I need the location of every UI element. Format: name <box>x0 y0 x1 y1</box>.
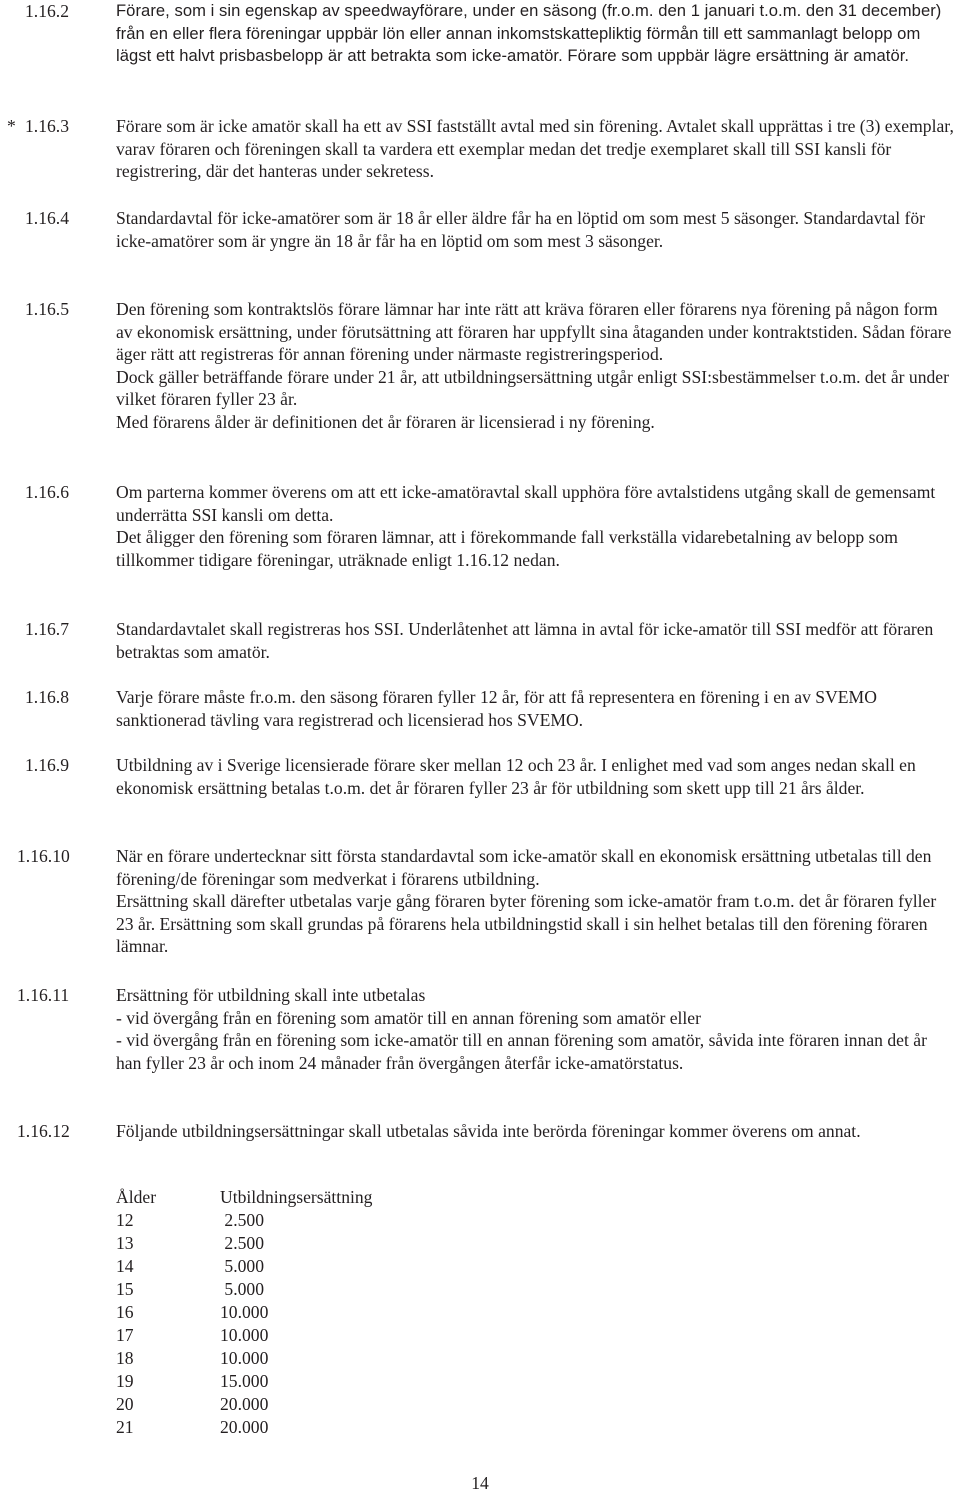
table-row <box>116 1324 440 1347</box>
amount-cell: 20.000 <box>220 1394 269 1414</box>
section-number: 1.16.12 <box>17 1121 70 1141</box>
age-cell: 15 <box>116 1279 134 1299</box>
section-paragraph: Standardavtalet skall registreras hos SSI. Underlåtenhet att lämna in avtal för icke-amatör till SSI medför att föraren betraktas som amatör. <box>116 619 934 662</box>
section-paragraph: Standardavtal för icke-amatörer som är 18 år eller äldre får ha en löptid om som mest 5 säsonger. Standardavtal för icke-amatörer som är yngre än 18 år får ha en löptid om som mest 3 säsonger. <box>116 208 926 251</box>
section-body <box>116 298 954 434</box>
section-body <box>116 481 954 571</box>
column-header-age: Ålder <box>116 1187 157 1207</box>
compensation-table <box>116 1186 440 1439</box>
section-paragraph: Ersättning för utbildning skall inte utbetalas <box>116 985 426 1005</box>
change-marker: * <box>7 116 16 136</box>
section-number: 1.16.2 <box>25 1 69 21</box>
section-body <box>116 984 954 1074</box>
section-paragraph: Ersättning skall därefter utbetalas varje gång föraren byter förening som icke-amatör fram t.o.m. det år föraren fyller 23 år. Ersättning som skall grundas på förarens hela utbildningstid skall i sin helhet betalas till den förening föraren lämnar. <box>116 891 937 957</box>
amount-cell: 10.000 <box>220 1325 269 1345</box>
section-number: 1.16.6 <box>25 482 69 502</box>
section-number: 1.16.7 <box>25 619 69 639</box>
amount-cell: 5.000 <box>220 1256 264 1276</box>
section-number: 1.16.9 <box>25 755 69 775</box>
age-cell: 20 <box>116 1394 134 1414</box>
column-header-compensation: Utbildningsersättning <box>220 1187 373 1207</box>
age-cell: 19 <box>116 1371 134 1391</box>
section-paragraph: - vid övergång från en förening som icke-amatör till en annan förening som amatör, såvida inte föraren innan det år han fyller 23 år och inom 24 månader från övergången återfår icke-amatörstatus. <box>116 1030 927 1073</box>
age-cell: 16 <box>116 1302 134 1322</box>
section-body <box>116 1120 954 1143</box>
section-paragraph: Med förarens ålder är definitionen det år föraren är licensierad i ny förening. <box>116 411 655 432</box>
table-row <box>116 1232 440 1255</box>
section-number: 1.16.4 <box>25 208 69 228</box>
section-body <box>116 0 954 68</box>
section-body <box>116 754 954 799</box>
table-row <box>116 1416 440 1439</box>
table-row <box>116 1301 440 1324</box>
section-number: 1.16.3 <box>25 116 69 136</box>
table-row <box>116 1278 440 1301</box>
table-row <box>116 1393 440 1416</box>
age-cell: 17 <box>116 1325 134 1345</box>
amount-cell: 10.000 <box>220 1302 269 1322</box>
section-number: 1.16.5 <box>25 299 69 319</box>
amount-cell: 2.500 <box>220 1210 264 1230</box>
amount-cell: 15.000 <box>220 1371 269 1391</box>
section-body <box>116 686 954 731</box>
section-paragraph: Förare som är icke amatör skall ha ett av SSI fastställt avtal med sin förening. Avtalet skall upprättas i tre (3) exemplar, varav föraren och föreningen skall ta vardera ett exemplar medan det tredje exemplaret skall till SSI kansli för registrering, där det hanteras under sekretess. <box>116 116 954 182</box>
table-row <box>116 1255 440 1278</box>
section-paragraph: Förare, som i sin egenskap av speedwayförare, under en säsong (fr.o.m. den 1 januari t.o.m. den 31 december) från en eller flera föreningar uppbär lön eller annan inkomstskattepliktig förmån till ett sammanlagt belopp om lägst ett halvt prisbasbelopp är att betrakta som icke-amatör. Förare som uppbär lägre ersättning är amatör. <box>116 1 942 66</box>
section-paragraph: Varje förare måste fr.o.m. den säsong föraren fyller 12 år, för att få representera en förening i en av SVEMO sanktionerad tävling vara registrerad och licensierad hos SVEMO. <box>116 687 877 730</box>
amount-cell: 2.500 <box>220 1233 264 1253</box>
age-cell: 21 <box>116 1417 134 1437</box>
section-paragraph: Utbildning av i Sverige licensierade förare sker mellan 12 och 23 år. I enlighet med vad som anges nedan skall en ekonomisk ersättning betalas t.o.m. det år föraren fyller 23 år för utbildning som skett upp till 21 års ålder. <box>116 755 916 798</box>
section-paragraph: Det åligger den förening som föraren lämnar, att i förekommande fall verkställa vidarebetalning av belopp som tillkommer tidigare föreningar, uträknade enligt 1.16.12 nedan. <box>116 527 898 570</box>
amount-cell: 20.000 <box>220 1417 269 1437</box>
page-number: 14 <box>471 1473 489 1493</box>
section-number: 1.16.10 <box>17 846 70 866</box>
table-header-row <box>116 1186 440 1209</box>
section-paragraph: Den förening som kontraktslös förare lämnar har inte rätt att kräva föraren eller förarens nya förening på någon form av ekonomisk ersättning, under förutsättning att föraren har uppfyllt sina åtaganden under kontraktstiden. Sådan förare äger rätt att registreras för annan förening under närmaste registreringsperiod. <box>116 299 952 365</box>
section-body <box>116 618 954 663</box>
section-body <box>116 115 954 183</box>
section-paragraph: Om parterna kommer överens om att ett icke-amatöravtal skall upphöra före avtalstidens utgång skall de gemensamt underrätta SSI kansli om detta. <box>116 482 936 525</box>
section-body <box>116 845 954 958</box>
section-paragraph: - vid övergång från en förening som amatör till en annan förening som amatör eller <box>116 1007 701 1028</box>
amount-cell: 10.000 <box>220 1348 269 1368</box>
section-number: 1.16.11 <box>17 985 70 1005</box>
age-cell: 18 <box>116 1348 134 1368</box>
age-cell: 13 <box>116 1233 134 1253</box>
amount-cell: 5.000 <box>220 1279 264 1299</box>
age-cell: 14 <box>116 1256 134 1276</box>
section-paragraph: När en förare undertecknar sitt första standardavtal som icke-amatör skall en ekonomisk ersättning utbetalas till den förening/de föreningar som medverkat i förarens utbildning. <box>116 846 932 889</box>
table-row <box>116 1209 440 1232</box>
section-paragraph: Dock gäller beträffande förare under 21 år, att utbildningsersättning utgår enligt SSI:sbestämmelser t.o.m. det år under vilket föraren fyller 23 år. <box>116 366 949 410</box>
table-row <box>116 1370 440 1393</box>
section-body <box>116 207 954 252</box>
age-cell: 12 <box>116 1210 134 1230</box>
section-paragraph: Följande utbildningsersättningar skall utbetalas såvida inte berörda föreningar kommer överens om annat. <box>116 1121 861 1141</box>
table-row <box>116 1347 440 1370</box>
section-number: 1.16.8 <box>25 687 69 707</box>
